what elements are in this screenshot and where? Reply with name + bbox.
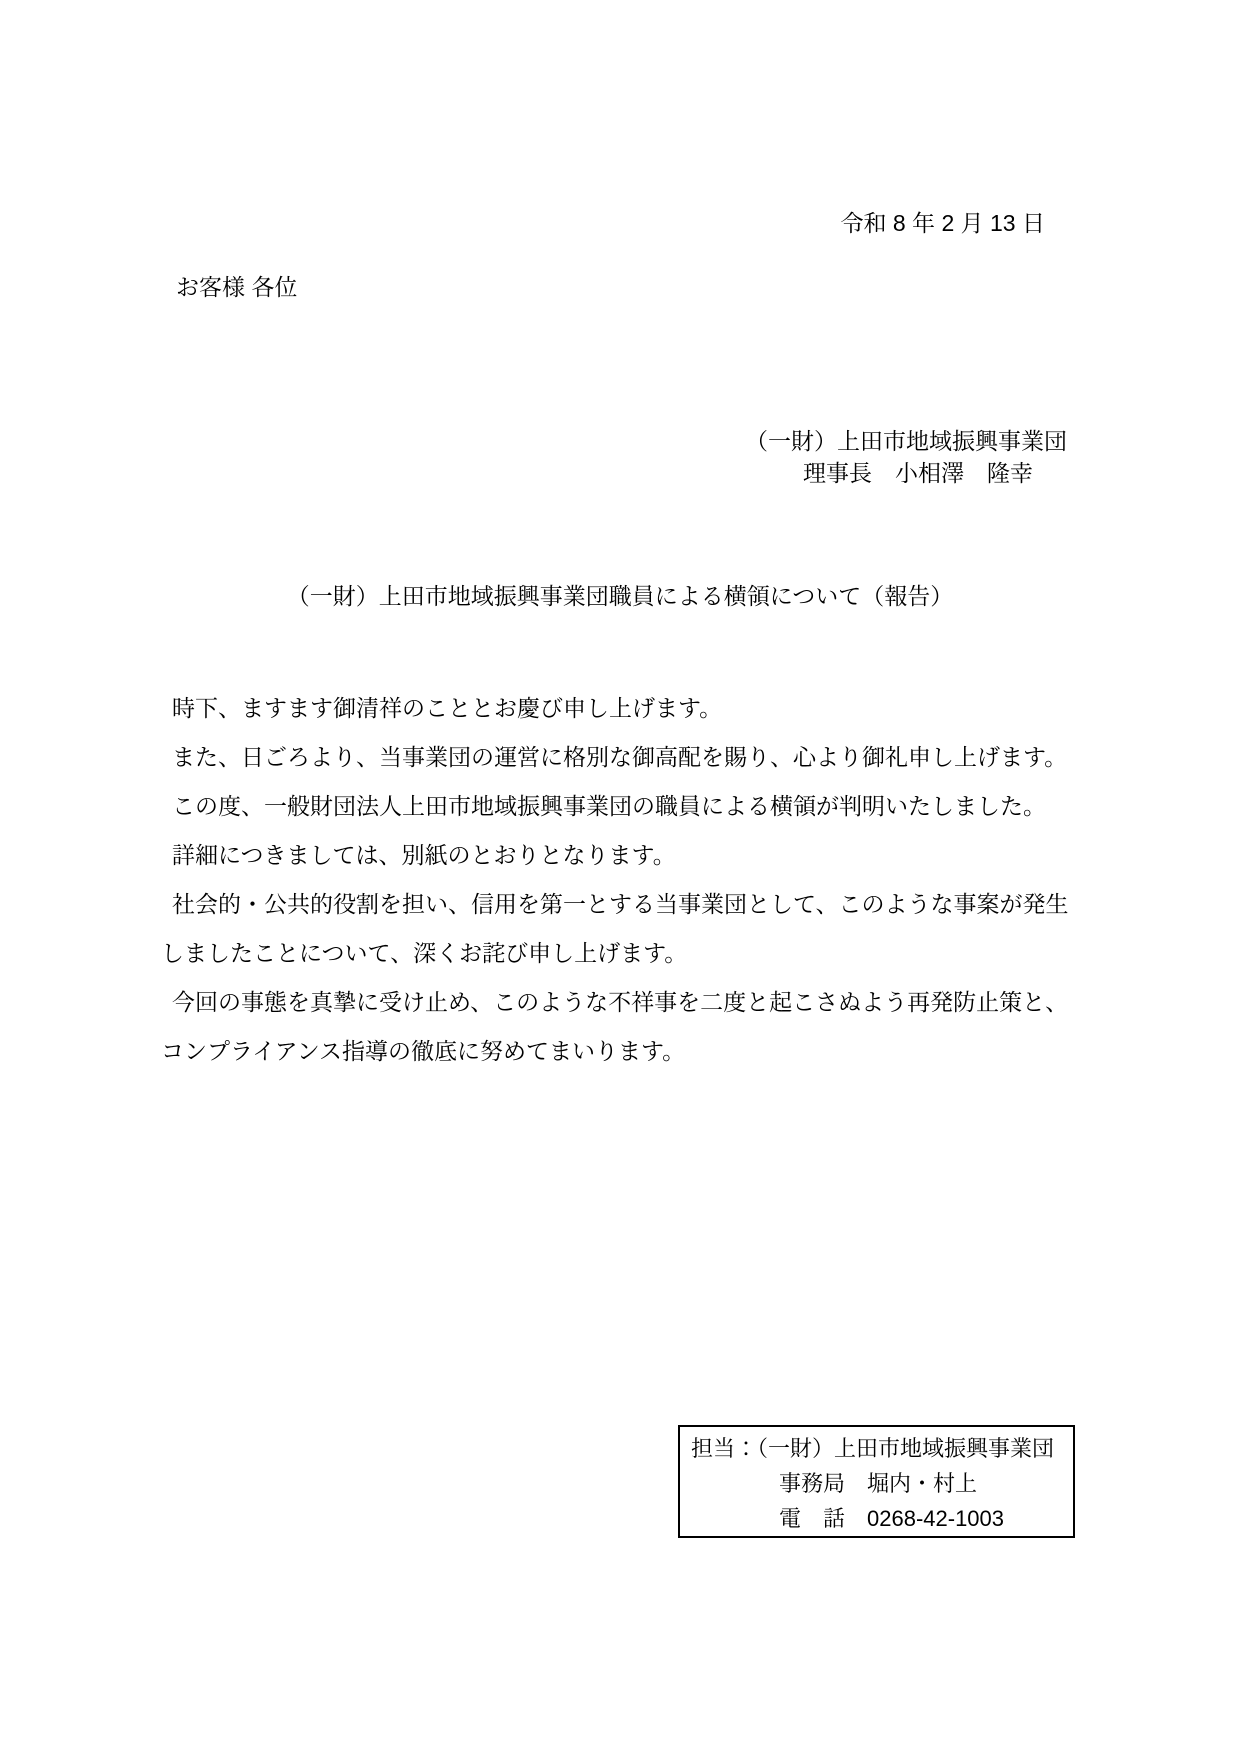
contact-phone-line: 電 話 0268-42-1003 [779, 1506, 1005, 1531]
recipient-line: お客様 各位 [176, 274, 298, 300]
sender-organization: （一財）上田市地域振興事業団 [745, 428, 1067, 454]
sender-representative: 理事長 小相澤 隆幸 [803, 460, 1033, 486]
date-line: 令和 8 年 2 月 13 日 [840, 210, 1045, 236]
document-title: （一財）上田市地域振興事業団職員による横領について（報告） [286, 583, 954, 609]
document-body [161, 684, 1101, 1076]
body-line: 時下、ますます御清祥のこととお慶び申し上げます。 [172, 695, 723, 721]
contact-department-line: 事務局 堀内・村上 [779, 1471, 978, 1496]
contact-responsible-line: 担当：（一財）上田市地域振興事業団 [691, 1436, 1055, 1461]
body-line: コンプライアンス指導の徹底に努めてまいります。 [161, 1038, 686, 1064]
sender-block [745, 425, 1067, 489]
body-line: 詳細につきましては、別紙のとおりとなります。 [172, 842, 676, 868]
body-line: また、日ごろより、当事業団の運営に格別な御高配を賜り、心より御礼申し上げます。 [172, 744, 1068, 770]
body-line: 社会的・公共的役割を担い、信用を第一とする当事業団として、このような事案が発生 [172, 891, 1069, 917]
contact-box [678, 1425, 1075, 1538]
body-line: この度、一般財団法人上田市地域振興事業団の職員による横領が判明いたしました。 [172, 793, 1046, 819]
body-line: 今回の事態を真摯に受け止め、このような不祥事を二度と起こさぬよう再発防止策と、 [172, 989, 1069, 1015]
body-line: しましたことについて、深くお詫び申し上げます。 [161, 940, 688, 966]
